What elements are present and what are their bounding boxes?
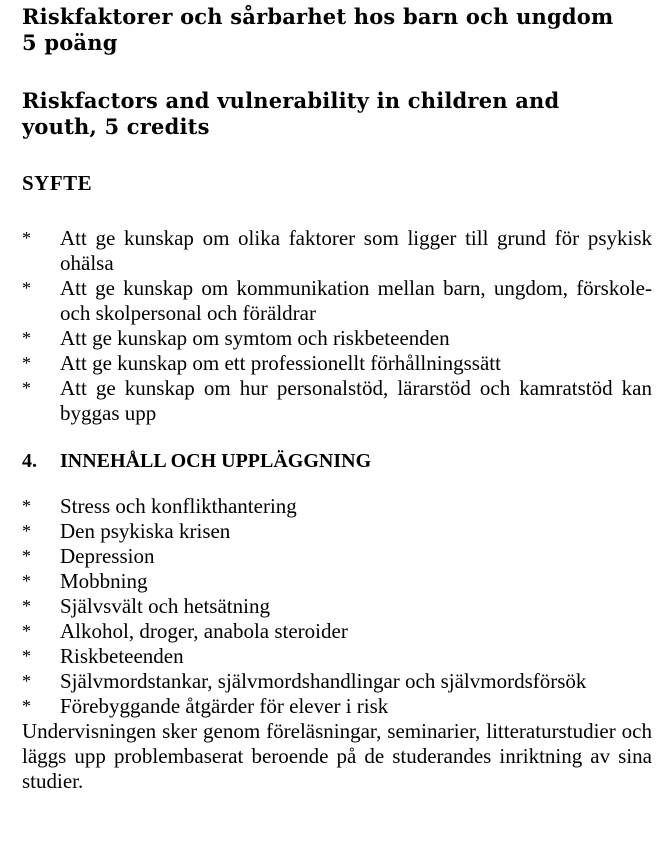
- teaching-description: Undervisningen sker genom föreläsningar, seminarier, litteraturstudier och läggs upp problembaserat beroende på de studerandes inriktning av sina studier.: [22, 719, 652, 793]
- list-item: [22, 644, 652, 669]
- course-credits-english: youth, 5 credits: [22, 114, 210, 139]
- list-item: [22, 326, 652, 351]
- content-list: [22, 494, 652, 719]
- syfte-heading: SYFTE: [22, 171, 93, 195]
- bullet-mark: *: [22, 646, 31, 666]
- list-item: [22, 594, 652, 619]
- bullet-mark: *: [22, 546, 31, 566]
- course-title-english: Riskfactors and vulnerability in children and: [22, 88, 560, 113]
- list-item: [22, 694, 652, 719]
- syfte-list: [22, 226, 652, 426]
- list-item-text: Att ge kunskap om symtom och riskbeteenden: [60, 326, 450, 350]
- section-number: 4.: [22, 450, 37, 472]
- list-item-text: Självmordstankar, självmordshandlingar och självmordsförsök: [60, 669, 587, 693]
- list-item: [22, 519, 652, 544]
- section-title: INNEHÅLL OCH UPPLÄGGNING: [60, 450, 372, 472]
- bullet-mark: *: [22, 228, 31, 248]
- list-item: [22, 619, 652, 644]
- content-heading: [22, 448, 652, 474]
- list-item-text: Självsvält och hetsätning: [60, 594, 270, 618]
- bullet-mark: *: [22, 278, 31, 298]
- list-item: [22, 544, 652, 569]
- bullet-mark: *: [22, 378, 31, 398]
- list-item: [22, 669, 652, 694]
- document-page: [22, 4, 652, 794]
- bullet-mark: *: [22, 571, 31, 591]
- course-title-block: [22, 4, 652, 140]
- bullet-mark: *: [22, 696, 31, 716]
- list-item-text: Riskbeteenden: [60, 644, 184, 668]
- list-item: [22, 569, 652, 594]
- list-item-text: Att ge kunskap om kommunikation mellan barn, ungdom, förskole- och skolpersonal och föräldrar: [60, 276, 652, 325]
- bullet-mark: *: [22, 353, 31, 373]
- list-item-text: Att ge kunskap om olika faktorer som ligger till grund för psykisk ohälsa: [60, 226, 652, 275]
- course-credits-swedish: 5 poäng: [22, 30, 118, 55]
- bullet-mark: *: [22, 328, 31, 348]
- bullet-mark: *: [22, 621, 31, 641]
- bullet-mark: *: [22, 671, 31, 691]
- bullet-mark: *: [22, 521, 31, 541]
- list-item-text: Att ge kunskap om ett professionellt förhållningssätt: [60, 351, 501, 375]
- bullet-mark: *: [22, 496, 31, 516]
- list-item-text: Den psykiska krisen: [60, 519, 231, 543]
- list-item: [22, 494, 652, 519]
- list-item: [22, 376, 652, 426]
- course-title-swedish: Riskfaktorer och sårbarhet hos barn och ungdom: [22, 4, 614, 29]
- list-item-text: Alkohol, droger, anabola steroider: [60, 619, 348, 643]
- list-item-text: Mobbning: [60, 569, 148, 593]
- bullet-mark: *: [22, 596, 31, 616]
- list-item: [22, 226, 652, 276]
- list-item-text: Stress och konflikthantering: [60, 494, 297, 518]
- list-item-text: Att ge kunskap om hur personalstöd, lärarstöd och kamratstöd kan byggas upp: [60, 376, 652, 425]
- list-item-text: Förebyggande åtgärder för elever i risk: [60, 694, 389, 718]
- list-item: [22, 276, 652, 326]
- list-item-text: Depression: [60, 544, 155, 568]
- list-item: [22, 351, 652, 376]
